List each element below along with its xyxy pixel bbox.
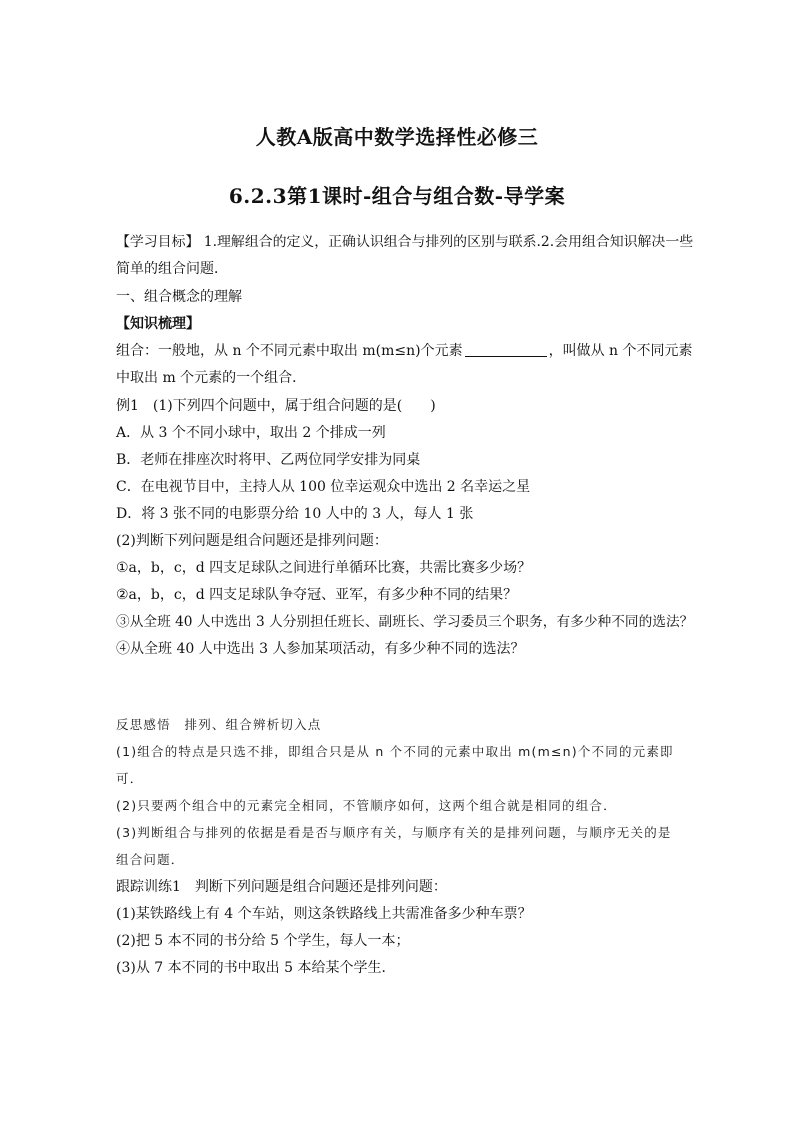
training-item-3: (3)从 7 本不同的书中取出 5 本给某个学生． — [116, 960, 396, 976]
reflection-line-1: (1)组合的特点是只选不排，即组合只是从 n 个不同的元素中取出 m(m≤n)个不同的元素即 — [116, 744, 674, 759]
knowledge-tag: 【知识梳理】 — [116, 316, 200, 332]
example-item-4: ④从全班 40 人中选出 3 人参加某项活动，有多少种不同的选法？ — [116, 641, 525, 657]
training-item-1: (1)某铁路线上有 4 个车站，则这条铁路线上共需准备多少种车票？ — [116, 906, 532, 922]
training-item-2: (2)把 5 本不同的书分给 5 个学生，每人一本； — [116, 933, 410, 949]
example-option-b: B．老师在排座次时将甲、乙两位同学安排为同桌 — [116, 452, 421, 468]
example-intro: 例1 (1)下列四个问题中，属于组合问题的是( ) — [116, 398, 436, 414]
definition-part-2: ，叫做从 n 个不同元素 — [548, 343, 693, 359]
objectives-text-1: 1.理解组合的定义，正确认识组合与排列的区别与联系.2.会用组合知识解决一些 — [203, 234, 694, 250]
document-subtitle: 6.2.3第1课时-组合与组合数-导学案 — [228, 184, 566, 208]
reflection-line-2: 可． — [116, 771, 144, 786]
example-option-a: A．从 3 个不同小球中，取出 2 个排成一列 — [116, 425, 386, 441]
definition-line-2: 中取出 m 个元素的一个组合． — [116, 370, 307, 386]
example-item-3: ③从全班 40 人中选出 3 人分别担任班长、副班长、学习委员三个职务，有多少种不同的选法？ — [116, 614, 694, 630]
document-title: 人教A版高中数学选择性必修三 — [255, 125, 539, 149]
definition-line-1 — [116, 341, 693, 361]
example-part2-intro: (2)判断下列问题是组合问题还是排列问题： — [116, 533, 388, 549]
reflection-line-3: (2)只要两个组合中的元素完全相同，不管顺序如何，这两个组合就是相同的组合． — [116, 798, 617, 813]
training-intro: 跟踪训练1 判断下列问题是组合问题还是排列问题： — [116, 879, 447, 895]
reflection-heading: 反思感悟 排列、组合辨析切入点 — [116, 717, 322, 732]
definition-part-1: 组合：一般地，从 n 个不同元素中取出 m(m≤n)个元素 — [116, 343, 463, 359]
section-heading: 一、组合概念的理解 — [116, 289, 242, 305]
example-item-1: ①a，b，c，d 四支足球队之间进行单循环比赛，共需比赛多少场？ — [116, 560, 532, 576]
objectives-line-2: 简单的组合问题． — [116, 261, 228, 277]
example-option-c: C．在电视节目中，主持人从 100 位幸运观众中选出 2 名幸运之星 — [116, 479, 531, 495]
example-item-2: ②a，b，c，d 四支足球队争夺冠、亚军，有多少种不同的结果？ — [116, 587, 518, 603]
objectives-tag: 【学习目标】 — [116, 234, 200, 250]
reflection-line-5: 组合问题． — [116, 852, 185, 867]
fill-in-blank[interactable] — [465, 342, 547, 357]
objectives-line-1 — [116, 232, 693, 252]
reflection-line-4: (3)判断组合与排列的依据是看是否与顺序有关，与顺序有关的是排列问题，与顺序无关的是 — [116, 825, 672, 840]
example-option-d: D．将 3 张不同的电影票分给 10 人中的 3 人，每人 1 张 — [116, 506, 474, 522]
